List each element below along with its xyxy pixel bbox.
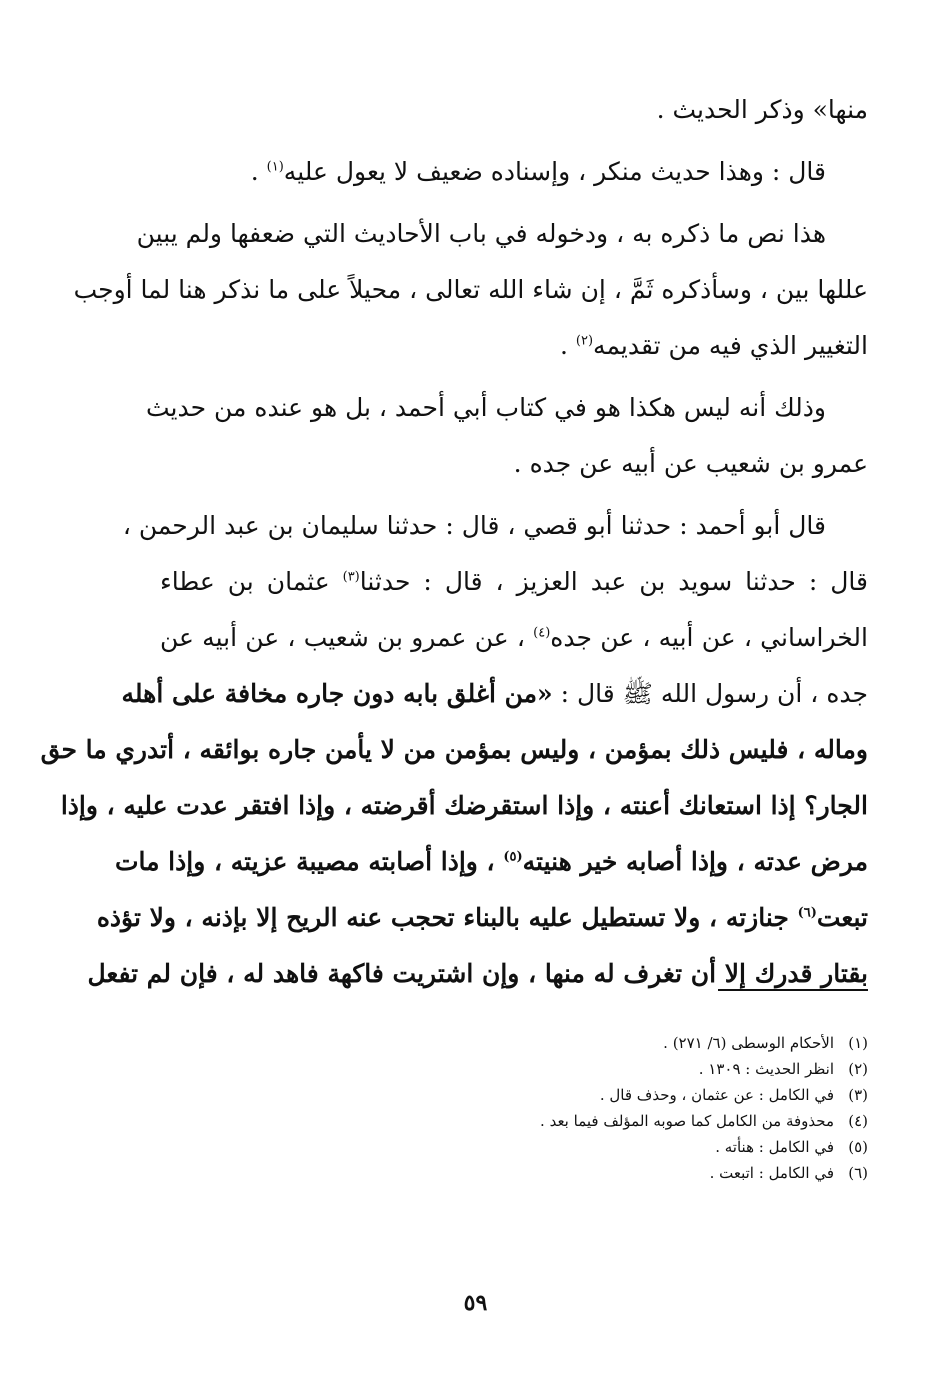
text-line: منها» وذكر الحديث . <box>656 95 868 124</box>
page-number: ٥٩ <box>463 1290 488 1316</box>
footnote <box>160 1134 868 1160</box>
footnote <box>160 1082 868 1108</box>
hadith-line: الجار؟ إذا استعانك أعنته ، وإذا استقرضك أقرضته ، وإذا افتقر عدت عليه ، وإذا <box>60 791 868 820</box>
footnote-number: (١) <box>848 1034 868 1052</box>
footnote-text: الأحكام الوسطى (٦/ ٢٧١) . <box>663 1034 834 1052</box>
footnote-ref: (٤) <box>533 625 551 641</box>
footnote-number: (٥) <box>848 1138 868 1156</box>
paragraph <box>146 380 868 492</box>
text-line: الخراساني ، عن أبيه ، عن جده$^{(٤)}$ ، عن عمرو بن شعيب ، عن أبيه عن <box>160 623 868 652</box>
text-line: التغيير الذي فيه من تقديمه$^{(٢)}$ . <box>560 331 868 360</box>
footnote-text: انظر الحديث : ١٣٠٩ . <box>698 1060 834 1078</box>
footnote-text: في الكامل : عن عثمان ، وحذف قال . <box>599 1086 834 1104</box>
paragraph <box>160 82 868 138</box>
hadith-line: بقتار قدرك إلا أن تغرف له منها ، وإن اشتريت فاكهة فاهد له ، فإن لم تفعل <box>87 959 868 988</box>
footnote-ref: (٣) <box>342 569 360 585</box>
footnote-number: (٣) <box>848 1086 868 1104</box>
hadith-line: وماله ، فليس ذلك بمؤمن ، وليس بمؤمن من لا يأمن جاره بوائقه ، أتدري ما حق <box>40 735 868 764</box>
footnotes <box>160 1030 868 1186</box>
hadith-line: تبعت$^{(٦)}$ جنازته ، ولا تستطيل عليه بالبناء تحجب عنه الريح إلا بإذنه ، ولا تؤذه <box>96 903 868 932</box>
footnote-number: (٢) <box>848 1060 868 1078</box>
footnote-divider <box>718 989 868 991</box>
footnote-number: (٦) <box>848 1164 868 1182</box>
footnote-ref: (٢) <box>575 333 594 349</box>
footnote-text: في الكامل : اتبعت . <box>709 1164 834 1182</box>
paragraph <box>73 206 868 374</box>
footnote <box>160 1108 868 1134</box>
text-line: قال أبو أحمد : حدثنا أبو قصي ، قال : حدثنا سليمان بن عبد الرحمن ، <box>122 511 826 540</box>
footnote <box>160 1030 868 1056</box>
paragraph <box>160 144 868 200</box>
text-line: عمرو بن شعيب عن أبيه عن جده . <box>513 449 868 478</box>
footnote-text: محذوفة من الكامل كما صوبه المؤلف فيما بعد . <box>540 1112 834 1130</box>
footnote-number: (٤) <box>848 1112 868 1130</box>
text-line: هذا نص ما ذكره به ، ودخوله في باب الأحاديث التي ضعفها ولم يبين <box>136 219 826 248</box>
hadith-line: مرض عدته ، وإذا أصابه خير هنيته$^{(٥)}$ ، وإذا أصابته مصيبة عزيته ، وإذا مات <box>114 847 868 876</box>
text-line: جده ، أن رسول الله ﷺ قال : «من أغلق بابه دون جاره مخافة على أهله <box>121 679 868 708</box>
footnote <box>160 1056 868 1082</box>
text-line: عللها بين ، وسأذكره ثَمَّ ، إن شاء الله تعالى ، محيلاً على ما نذكر هنا لما أوجب <box>73 275 868 304</box>
main-text <box>40 82 868 1008</box>
footnote-text: في الكامل : هنأته . <box>715 1138 834 1156</box>
footnote <box>160 1160 868 1186</box>
footnote-ref: (٦) <box>797 905 817 921</box>
footnote-ref: (١) <box>266 159 284 175</box>
paragraph <box>40 498 868 1002</box>
text-line: قال : حدثنا سويد بن عبد العزيز ، قال : حدثنا$^{(٣)}$ عثمان بن عطاء <box>160 567 868 596</box>
hadith-text: «من أغلق بابه دون جاره مخافة على أهله <box>121 679 553 708</box>
text-line: وذلك أنه ليس هكذا هو في كتاب أبي أحمد ، بل هو عنده من حديث <box>146 393 826 422</box>
text-line: قال : وهذا حديث منكر ، وإسناده ضعيف لا يعول عليه$^{(١)}$ . <box>250 157 826 186</box>
footnote-ref: (٥) <box>503 849 523 865</box>
